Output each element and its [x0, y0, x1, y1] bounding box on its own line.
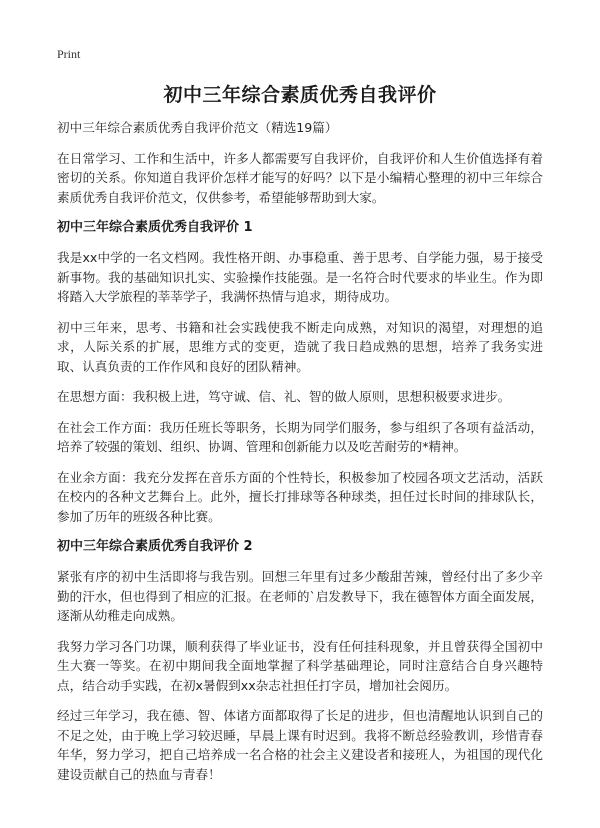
section2-paragraph: 我努力学习各门功课，顺利获得了毕业证书，没有任何挂科现象，并且曾获得全国初中生大赛一等奖。在初中期间我全面地掌握了科学基础理论，同时注意结合自身兴趣特点，结合动手实践，在初x暑假到xx杂志社担任打字员，增加社会阅历。 [57, 638, 543, 693]
section1-paragraph: 初中三年来，思考、书籍和社会实践使我不断走向成熟，对知识的渴望，对理想的追求，人际关系的扩展，思维方式的变更，造就了我日趋成熟的思想，培养了我务实进取、认真负责的工作作风和良好的团队精神。 [57, 319, 543, 374]
intro-paragraph: 在日常学习、工作和生活中，许多人都需要写自我评价，自我评价和人生价值选择有着密切的关系。你知道自我评价怎样才能写的好吗？以下是小编精心整理的初中三年综合素质优秀自我评价范文，仅供参考，希望能够帮助到大家。 [57, 150, 543, 205]
section-heading-1: 初中三年综合素质优秀自我评价 1 [57, 220, 253, 235]
print-link[interactable]: Print [57, 47, 81, 61]
article-body [57, 118, 543, 795]
section2-paragraph: 紧张有序的初中生活即将与我告别。回想三年里有过多少酸甜苦辣，曾经付出了多少辛勤的汗水，但也得到了相应的汇报。在老师的`启发教导下，我在德智体方面全面发展，逐渐从幼稚走向成熟。 [57, 569, 543, 623]
section1-paragraph: 我是xx中学的一名文档网。我性格开朗、办事稳重、善于思考、自学能力强，易于接受新事物。我的基础知识扎实、实验操作技能强。是一名符合时代要求的毕业生。作为即将踏入大学旅程的莘莘学子，我满怀热情与追求，期待成功。 [57, 250, 543, 304]
section1-paragraph: 在业余方面：我充分发挥在音乐方面的个性特长，积极参加了校园各项文艺活动，活跃在校内的各种文艺舞台上。此外，擅长打排球等各种球类，担任过长时间的排球队长，参加了历年的班级各种比赛。 [57, 469, 543, 524]
section1-paragraph: 在社会工作方面：我历任班长等职务，长期为同学们服务，参与组织了各项有益活动，培养了较强的策划、组织、协调、管理和创新能力以及吃苦耐劳的*精神。 [57, 419, 543, 454]
section-heading-2: 初中三年综合素质优秀自我评价 2 [57, 539, 253, 554]
section1-paragraph: 在思想方面：我积极上进，笃守诚、信、礼、智的做人原则，思想积极要求进步。 [57, 389, 511, 404]
section2-paragraph: 经过三年学习，我在德、智、体诸方面都取得了长足的进步，但也清醒地认识到自己的不足之处，由于晚上学习较迟睡，早晨上课有时迟到。我将不断总经验教训，珍惜青春年华，努力学习，把自己培养成一名合格的社会主义建设者和接班人，为祖国的现代化建设贡献自己的热血与青春！ [57, 708, 543, 782]
article-subtitle: 初中三年综合素质优秀自我评价范文（精选19篇） [57, 120, 338, 135]
page-title: 初中三年综合素质优秀自我评价 [163, 84, 437, 106]
